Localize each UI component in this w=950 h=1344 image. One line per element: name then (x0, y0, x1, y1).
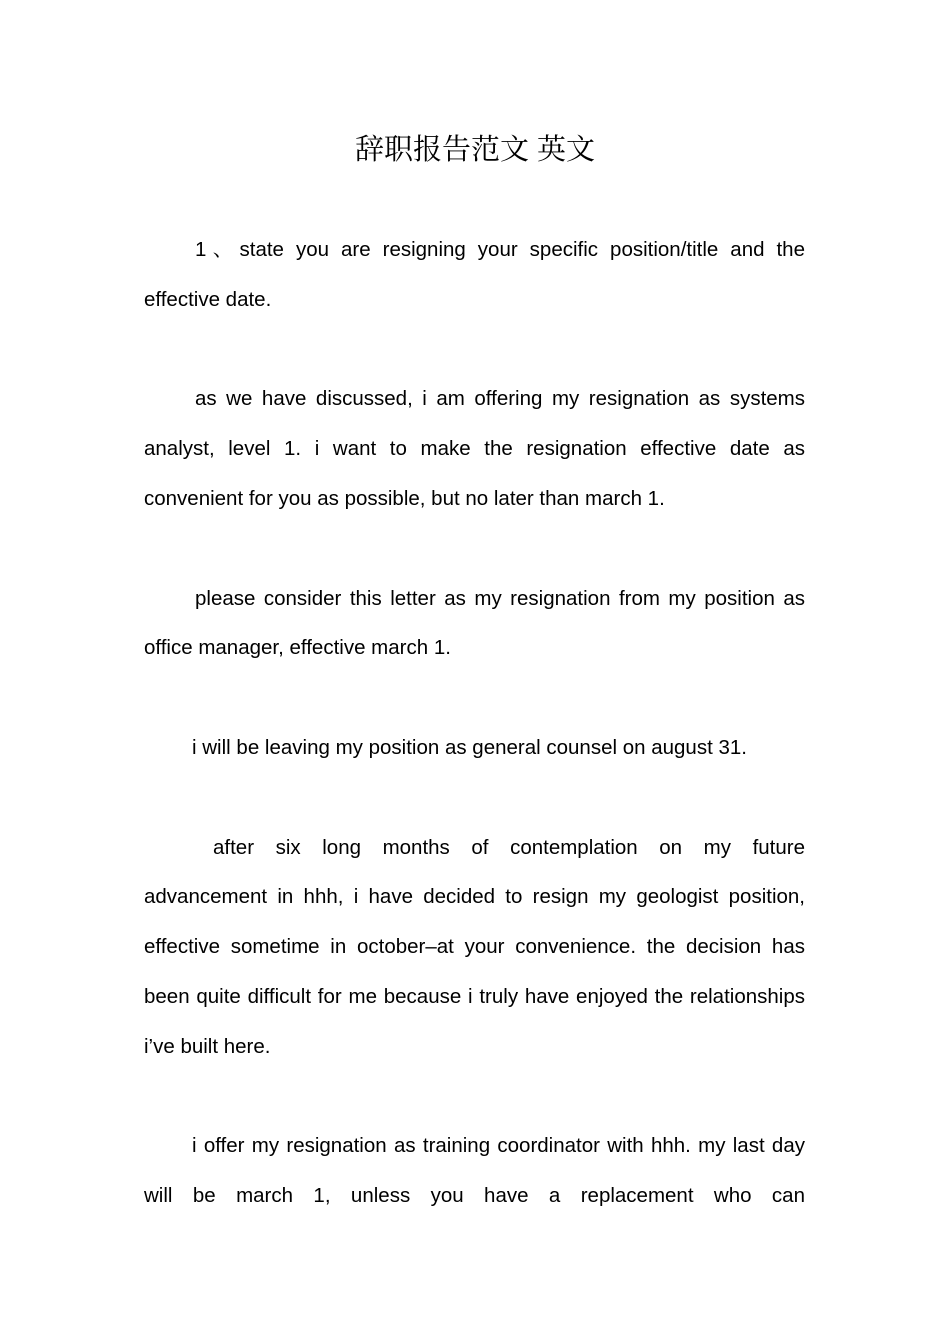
paragraph-4: i will be leaving my position as general counsel on august 31. (192, 735, 747, 759)
document-title: 辞职报告范文 英文 (354, 134, 596, 166)
paragraph-5: after six long months of contemplation on my future advancement in hhh, i have decided to resign my geologist position, effective sometime in october–at your convenience. the decision has been quite difficult for me because i truly have enjoyed the relationships i’ve built here. (144, 835, 805, 1058)
paragraph-6: i offer my resignation as training coordinator with hhh. my last day will be march 1, unless you have a replacement who can (144, 1134, 805, 1208)
document-body (144, 225, 805, 1271)
paragraph-3: please consider this letter as my resignation from my position as office manager, effective march 1. (144, 586, 805, 660)
paragraph-1: 1、state you are resigning your specific position/title and the effective date. (144, 238, 805, 311)
paragraph-2: as we have discussed, i am offering my resignation as systems analyst, level 1. i want to make the resignation effective date as convenient for you as possible, but no later than march 1. (144, 387, 805, 510)
